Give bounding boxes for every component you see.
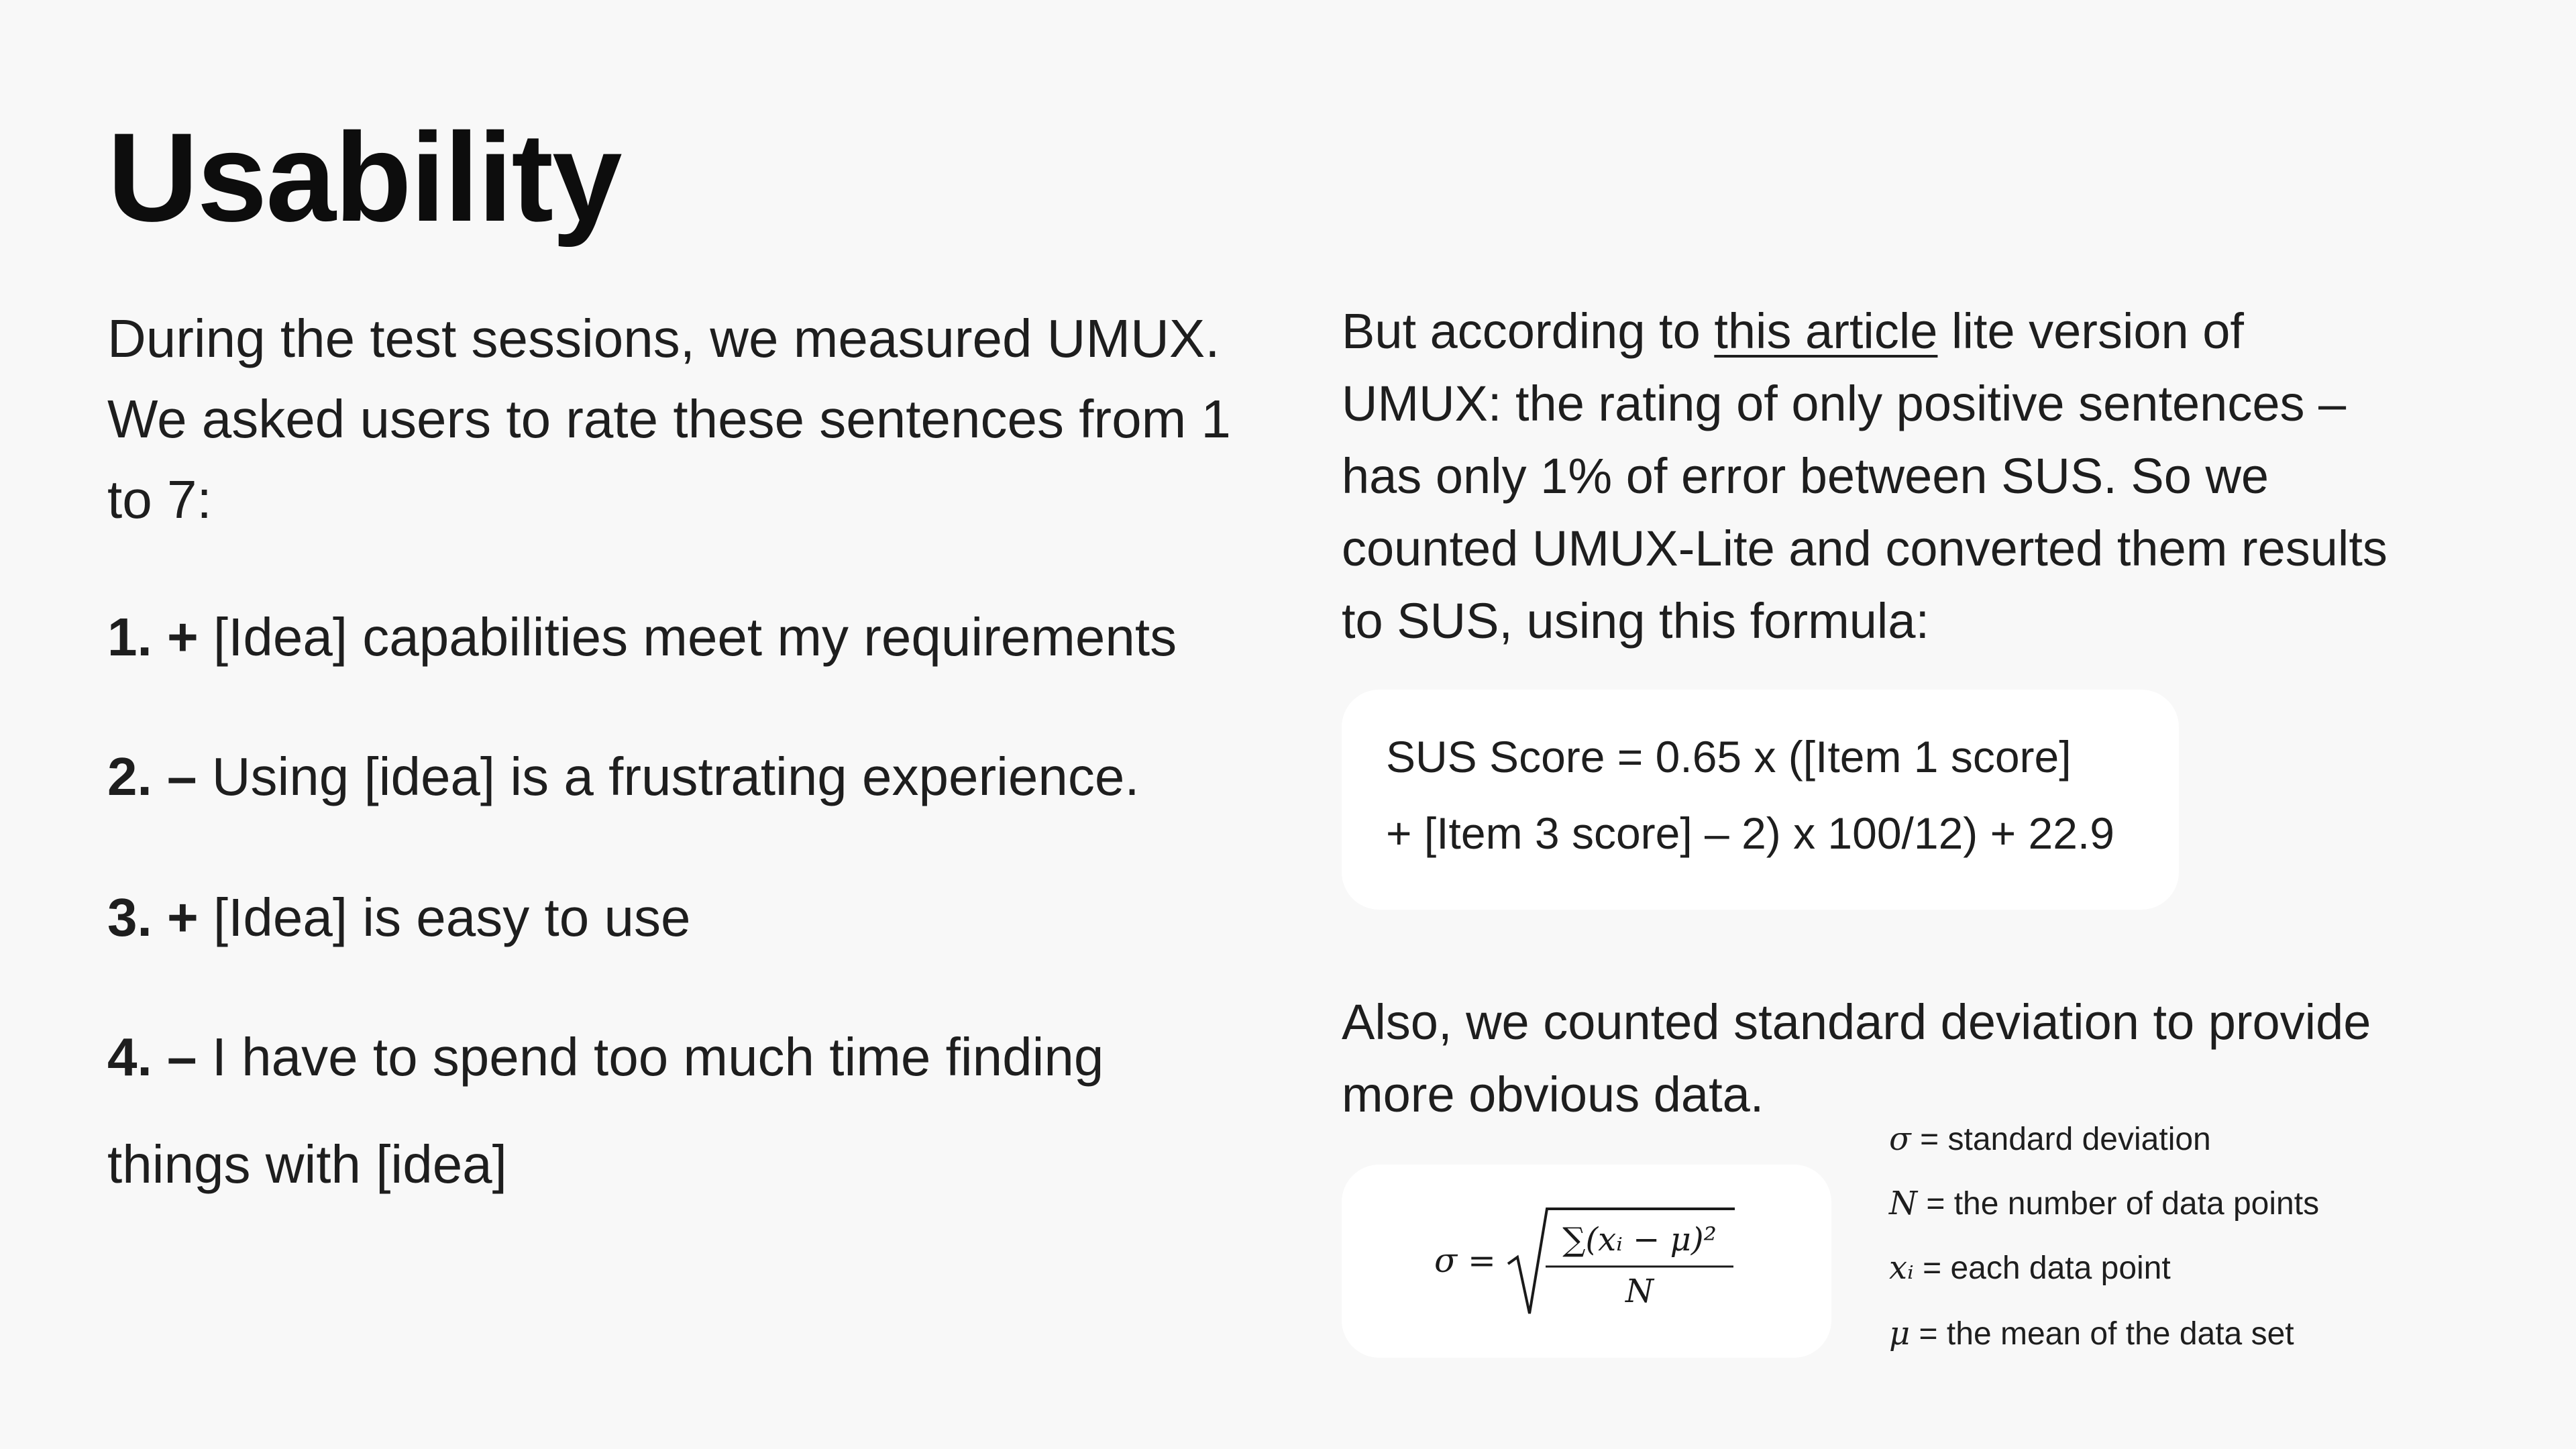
statement-number: 3. [107, 888, 152, 947]
std-deviation-formula-card [1342, 1165, 1831, 1358]
statement-number: 4. [107, 1027, 152, 1087]
formula-denominator: N [1625, 1273, 1654, 1310]
statement-number: 1. [107, 607, 152, 667]
statement-text: I have to spend too much time finding things with [idea] [107, 1027, 1104, 1194]
sus-formula-line-2: + [Item 3 score] – 2) x 100/12) + 22.9 [1386, 808, 2114, 858]
statement-4 [107, 1004, 1248, 1218]
statement-text: [Idea] is easy to use [213, 888, 691, 947]
statement-2 [107, 723, 1248, 830]
legend-n [1889, 1185, 2319, 1222]
legend-text: = standard deviation [1920, 1122, 2211, 1157]
statement-number: 2. [107, 747, 152, 806]
legend-xi [1889, 1249, 2171, 1287]
negative-sign: – [166, 1027, 197, 1087]
legend-symbol: σ [1889, 1120, 1911, 1158]
umux-intro-text: During the test sessions, we measured UMUX. We asked users to rate these sentences from 1 to 7: [107, 309, 1231, 529]
legend-text: = each data point [1923, 1250, 2171, 1286]
positive-sign: + [166, 607, 199, 667]
formula-numerator: ∑(xᵢ − μ)² [1562, 1221, 1717, 1258]
article-link[interactable]: this article [1714, 303, 1938, 359]
page-title: Usability [107, 107, 621, 248]
legend-symbol: μ [1889, 1315, 1911, 1352]
legend-mu [1889, 1315, 2294, 1352]
formula-lhs: σ = [1434, 1241, 1496, 1280]
negative-sign: – [166, 747, 197, 806]
legend-text: = the number of data points [1926, 1186, 2320, 1222]
legend-sigma [1889, 1120, 2211, 1158]
std-deviation-text: Also, we counted standard deviation to provide more obvious data. [1342, 994, 2371, 1122]
statement-3 [107, 864, 1248, 971]
positive-sign: + [166, 888, 199, 947]
sus-formula-card [1342, 690, 2179, 910]
statement-text: [Idea] capabilities meet my requirements [213, 607, 1177, 667]
sus-formula-line-1: SUS Score = 0.65 x ([Item 1 score] [1386, 732, 2072, 782]
legend-text: = the mean of the data set [1919, 1316, 2294, 1352]
umux-lite-explanation [1342, 295, 2388, 657]
intro-suffix: lite version of UMUX: the rating of only positive sentences – has only 1% of error between SUS. So we counted UMUX-Lite and converted them results to SUS, using this formula: [1342, 303, 2387, 649]
intro-prefix: But according to [1342, 303, 1715, 359]
legend-symbol: N [1889, 1185, 1917, 1222]
legend-symbol: xᵢ [1889, 1249, 1914, 1287]
std-deviation-formula [1342, 1165, 1831, 1358]
statement-text: Using [idea] is a frustrating experience. [211, 747, 1140, 806]
statement-1 [107, 584, 1248, 691]
